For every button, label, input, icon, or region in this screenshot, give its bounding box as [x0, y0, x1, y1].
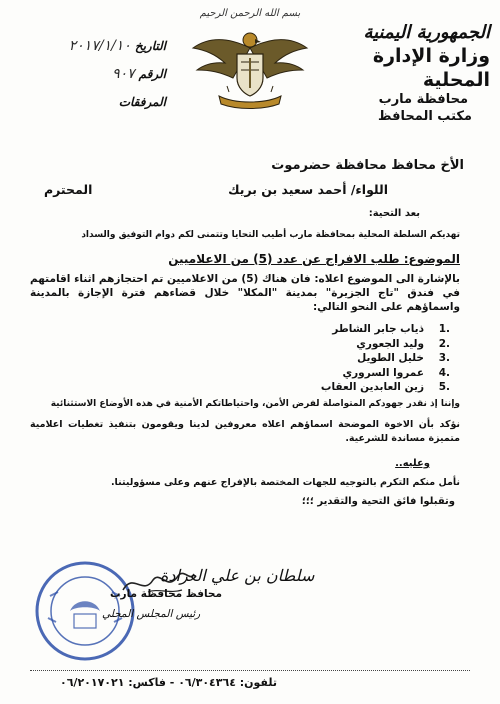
eagle-emblem-icon	[175, 8, 325, 118]
respect-label: المحترم	[44, 182, 93, 197]
paragraph-3: نؤكد بأن الاخوة الموضحة اسماؤهم اعلاه معروفين لدينا ويقومون بتنفيذ تغطيات اعلامية متميزة مساندة للشرعية.	[30, 419, 460, 444]
list-item: .2 وليد الجعوري	[356, 337, 450, 350]
footer-divider	[30, 670, 470, 671]
date-row	[6, 32, 166, 60]
greeting: بعد التحية:	[368, 208, 420, 219]
subject-line: الموضوع: طلب الافراج عن عدد (5) من الاعلاميين	[168, 252, 460, 266]
ministry-name: وزارة الإدارة المحلية	[372, 45, 490, 91]
date-value: ٢٠١٧/١/١٠	[68, 38, 131, 54]
emblem-block	[175, 8, 325, 118]
intro-line: تهديكم السلطة المحلية بمحافظة مارب أطيب التحايا وتتمنى لكم دوام التوفيق والسداد	[81, 230, 460, 240]
attachments-row	[6, 88, 166, 116]
republic-name: الجمهورية اليمنية	[363, 22, 490, 43]
list-item: .3 خليل الطويل	[357, 352, 450, 364]
signatory-role: رئيس المجلس المحلي	[102, 608, 201, 620]
list-item: .1 ذياب جابر الشاطر	[332, 323, 450, 335]
ref-row	[6, 60, 166, 88]
recipient-name: اللواء/ أحمد سعيد بن بريك	[228, 182, 388, 197]
closing-line: وعليه..	[395, 458, 430, 469]
ref-value: ٩٠٧	[112, 66, 135, 82]
date-label: التاريخ	[134, 39, 166, 53]
office-name: مكتب المحافظ	[378, 109, 472, 124]
footer-contact: تلفون: ٠٦/٣٠٤٣٦٤ - فاكس: ٠٦/٢٠١٧٠٢١	[60, 676, 277, 689]
regards-line: وتقبلوا فائق التحية والتقدير ؛؛؛	[301, 496, 455, 507]
reference-block	[6, 32, 166, 116]
basmala: بسم الله الرحمن الرحيم	[199, 8, 301, 19]
signatory-name: سلطان بن علي العرادة	[160, 566, 315, 585]
recipient-line: الأخ محافظ محافظة حضرموت	[271, 158, 464, 173]
list-item: .4 عمروا السروري	[342, 366, 450, 379]
paragraph-4: نأمل منكم التكرم بالتوجيه للجهات المختصة بالإفراج عنهم وعلى مسؤوليتنا.	[110, 477, 460, 488]
journalists-list	[250, 322, 450, 395]
governorate-name: محافظة مارب	[378, 92, 468, 107]
attachments-label: المرفقات	[118, 95, 166, 109]
letterhead-block	[320, 22, 490, 125]
paragraph-2: وإننا إذ نقدر جهودكم المتواصلة لفرض الأمن، واحتياطاتكم الأمنية في هذه الأوضاع الاستثنائية	[50, 399, 460, 409]
paragraph-1: بالإشارة الى الموضوع اعلاه: فان هناك (5) من الاعلاميين تم احتجازهم اثناء اقامتهم في فندق "تاج الجزيرة" بمدينة "المكلا" خلال قضاءهم فترة الإجازة بالمدينة واسماؤهم على النحو التالي:	[30, 273, 460, 313]
list-item: .5 زين العابدين العقاب	[320, 381, 450, 393]
ref-label: الرقم	[138, 67, 166, 81]
signatory-title: محافظ محافظة مارب	[110, 588, 222, 600]
